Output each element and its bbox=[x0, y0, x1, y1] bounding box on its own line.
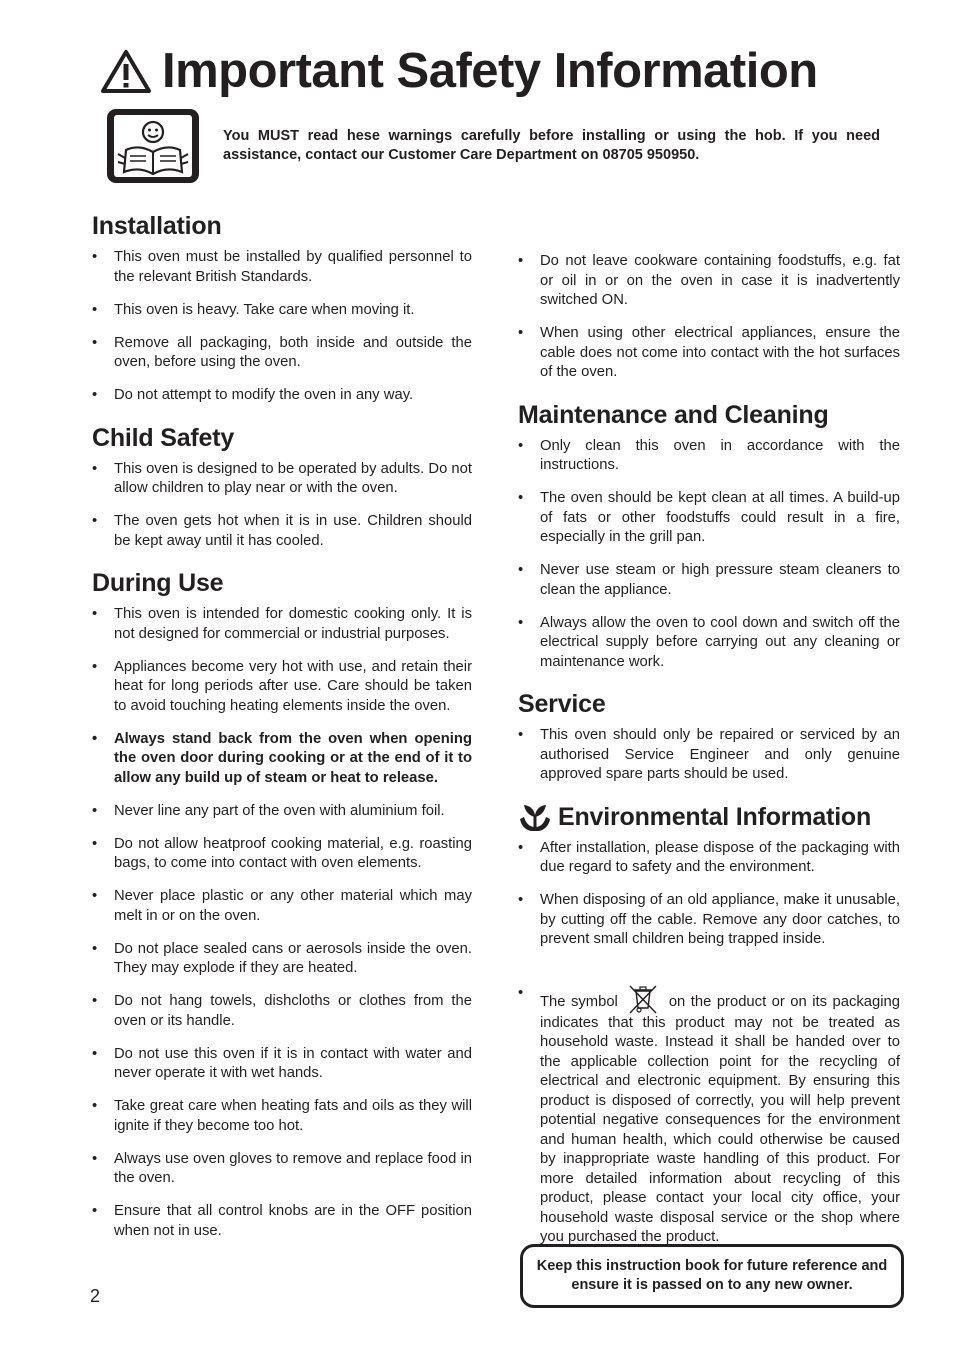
maintenance-section bbox=[518, 399, 900, 673]
maintenance-heading: Maintenance and Cleaning bbox=[518, 400, 829, 429]
child-safety-heading: Child Safety bbox=[92, 423, 235, 452]
crossed-out-wheelie-bin-icon bbox=[627, 984, 659, 1014]
installation-list-continued bbox=[518, 252, 900, 383]
during-use-section bbox=[92, 567, 472, 1241]
plant-hands-icon bbox=[518, 801, 552, 833]
weee-text-before: The symbol bbox=[540, 993, 618, 1010]
list-item: • Appliances become very hot with use, and retain their heat for long periods after use. Care should be taken to avoid touching heating elements inside the oven. bbox=[92, 658, 472, 717]
list-item: • After installation, please dispose of the packaging with due regard to safety and the environment. bbox=[518, 839, 900, 878]
list-item: • Do not attempt to modify the oven in any way. bbox=[92, 386, 472, 406]
list-item: • Do not hang towels, dishcloths or clothes from the oven or its handle. bbox=[92, 992, 472, 1031]
list-item: • This oven is intended for domestic cooking only. It is not designed for commercial or industrial purposes. bbox=[92, 605, 472, 644]
environment-heading-text: Environmental Information bbox=[558, 802, 872, 831]
left-column bbox=[92, 210, 472, 1257]
list-item: • Remove all packaging, both inside and outside the oven, before using the oven. bbox=[92, 334, 472, 373]
installation-section bbox=[92, 210, 472, 406]
service-section bbox=[518, 688, 900, 785]
intro-warning: You MUST read hese warnings carefully before installing or using the hob. If you need assistance, contact our Customer Care Department on 08705 950950. bbox=[223, 128, 880, 163]
environment-section bbox=[518, 801, 900, 1248]
list-item: • Do not allow heatproof cooking material, e.g. roasting bags, to come into contact with oven elements. bbox=[92, 835, 472, 874]
list-item: • Only clean this oven in accordance with the instructions. bbox=[518, 437, 900, 476]
keep-instructions-note: Keep this instruction book for future reference and ensure it is passed on to any new owner. bbox=[520, 1244, 904, 1308]
list-item-weee bbox=[518, 984, 900, 1248]
list-item: • The oven should be kept clean at all times. A build-up of fats or other foodstuffs could result in a fire, especially in the grill pan. bbox=[518, 489, 900, 548]
list-item: • Ensure that all control knobs are in the OFF position when not in use. bbox=[92, 1202, 472, 1241]
service-heading: Service bbox=[518, 690, 606, 718]
list-item: • Do not use this oven if it is in contact with water and never operate it with wet hands. bbox=[92, 1045, 472, 1084]
list-item: • Take great care when heating fats and oils as they will ignite if they become too hot. bbox=[92, 1097, 472, 1136]
environment-list bbox=[518, 839, 900, 1248]
service-list bbox=[518, 726, 900, 785]
environment-heading bbox=[518, 801, 900, 833]
list-item: • Do not place sealed cans or aerosols inside the oven. They may explode if they are heated. bbox=[92, 940, 472, 979]
installation-list bbox=[92, 248, 472, 406]
weee-text-after: on the product or on its packaging indicates that this product may not be treated as household waste. Instead it shall be handed over to the applicable collection point for the recycling of electrical and electronic equipment. By ensuring this product is disposed of correctly, you will help prevent potential negative consequences for the environment and human health, which could otherwise be caused by inappropriate waste handling of this product. For more detailed information about recycling of this product, please contact your local city office, your household waste disposal service or the shop where you purchased the product. bbox=[540, 993, 900, 1245]
list-item: • Always allow the oven to cool down and switch off the electrical supply before carrying out any cleaning or maintenance work. bbox=[518, 614, 900, 673]
list-item: • Always use oven gloves to remove and replace food in the oven. bbox=[92, 1150, 472, 1189]
list-item: • Never place plastic or any other material which may melt in or on the oven. bbox=[92, 887, 472, 926]
during-use-list bbox=[92, 605, 472, 1241]
child-safety-section bbox=[92, 422, 472, 552]
list-item: • Never use steam or high pressure steam cleaners to clean the appliance. bbox=[518, 561, 900, 600]
list-item: • This oven should only be repaired or serviced by an authorised Service Engineer and only genuine approved spare parts should be used. bbox=[518, 726, 900, 785]
page-number: 2 bbox=[90, 1286, 101, 1306]
list-item: • Never line any part of the oven with aluminium foil. bbox=[92, 802, 472, 822]
title-row bbox=[100, 40, 818, 102]
during-use-heading: During Use bbox=[92, 569, 224, 597]
list-item: • The oven gets hot when it is in use. Children should be kept away until it has cooled. bbox=[92, 512, 472, 551]
list-item: • This oven must be installed by qualified personnel to the relevant British Standards. bbox=[92, 248, 472, 287]
person-reading-book-icon bbox=[104, 106, 202, 186]
list-item: • This oven is heavy. Take care when moving it. bbox=[92, 301, 472, 321]
installation-heading: Installation bbox=[92, 212, 222, 240]
list-item: • This oven is designed to be operated by adults. Do not allow children to play near or with the oven. bbox=[92, 460, 472, 499]
child-safety-list bbox=[92, 460, 472, 552]
list-item: • Do not leave cookware containing foodstuffs, e.g. fat or oil in or on the oven in case it is inadvertently switched ON. bbox=[518, 252, 900, 311]
list-item: • When disposing of an old appliance, make it unusable, by cutting off the cable. Remove any door catches, to prevent small children being trapped inside. bbox=[518, 891, 900, 950]
list-item: • When using other electrical appliances, ensure the cable does not come into contact with the hot surfaces of the oven. bbox=[518, 324, 900, 383]
right-column bbox=[518, 252, 900, 1264]
page-title: Important Safety Information bbox=[162, 43, 818, 98]
maintenance-list bbox=[518, 437, 900, 673]
list-item-bold-warning: • Always stand back from the oven when opening the oven door during cooking or at the end of it to allow any build up of steam or heat to release. bbox=[92, 730, 472, 789]
warning-triangle-icon bbox=[100, 48, 152, 94]
